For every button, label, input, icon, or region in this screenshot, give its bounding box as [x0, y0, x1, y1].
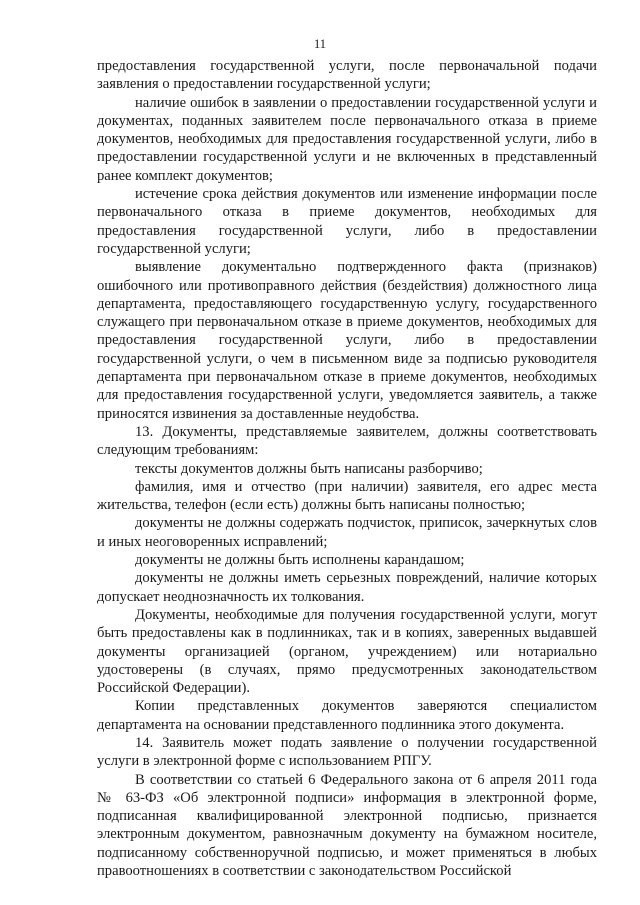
paragraph: документы не должны иметь серьезных повреждений, наличие которых допускает неоднозначность их толкования. — [97, 570, 597, 605]
paragraph: документы не должны быть исполнены карандашом; — [135, 552, 465, 569]
page-number: 11 — [313, 37, 327, 51]
paragraph: выявление документально подтвержденного факта (признаков) ошибочного или противоправного действия (бездействия) должностного лица департамента, предоставляющего государственную услугу, государственного служащего при первоначальном отказе в приеме документов, необходимых для предоставления государственной услуги, либо в предоставлении государственной услуги, о чем в письменном виде за подписью руководителя департамента при первоначальном отказе в приеме документов, необходимых для предоставления государственной услуги, уведомляется заявитель, а также приносятся извинения за доставленные неудобства. — [97, 259, 597, 422]
paragraph-item-13: 13. Документы, представляемые заявителем, должны соответствовать следующим требованиям: — [97, 423, 597, 459]
paragraph: тексты документов должны быть написаны разборчиво; — [135, 460, 483, 477]
paragraph-item-14: 14. Заявитель может подать заявление о получении государственной услуги в электронной форме с использованием РПГУ. — [97, 734, 597, 770]
paragraph: истечение срока действия документов или изменение информации после первоначального отказа в приеме документов, необходимых для предоставления государственной услуги, либо в предоставлении государственной услуги; — [97, 186, 597, 257]
paragraph: Копии представленных документов заверяются специалистом департамента на основании представленного подлинника этого документа. — [97, 698, 597, 733]
paragraph-continuation: предоставления государственной услуги, после первоначальной подачи заявления о предоставлении государственной услуги; — [97, 58, 597, 93]
paragraph: наличие ошибок в заявлении о предоставлении государственной услуги и документах, поданных заявителем после первоначального отказа в приеме документов, необходимых для предоставления государственной услуги, либо в предоставлении государственной услуги и не включенных в представленный ранее комплект документов; — [97, 94, 597, 184]
paragraph: документы не должны содержать подчисток, приписок, зачеркнутых слов и иных неоговоренных исправлений; — [97, 515, 597, 550]
paragraph: В соответствии со статьей 6 Федерального закона от 6 апреля 2011 года № 63-ФЗ «Об электронной подписи» информация в электронной форме, подписанная квалифицированной электронной подписью, признается электронным документом, равнозначным документу на бумажном носителе, подписанному собственноручной подписью, и может применяться в любых правоотношениях в соответствии с законодательством Российской — [97, 771, 597, 880]
paragraph: Документы, необходимые для получения государственной услуги, могут быть предоставлены как в подлинниках, так и в копиях, заверенных выдавшей документы организацией (органом, учреждением) или нотариально удостоверены (в случаях, прямо предусмотренных законодательством Российской Федерации). — [97, 606, 597, 697]
document-body — [97, 57, 597, 880]
paragraph: фамилия, имя и отчество (при наличии) заявителя, его адрес места жительства, телефон (если есть) должны быть написаны полностью; — [97, 478, 597, 514]
